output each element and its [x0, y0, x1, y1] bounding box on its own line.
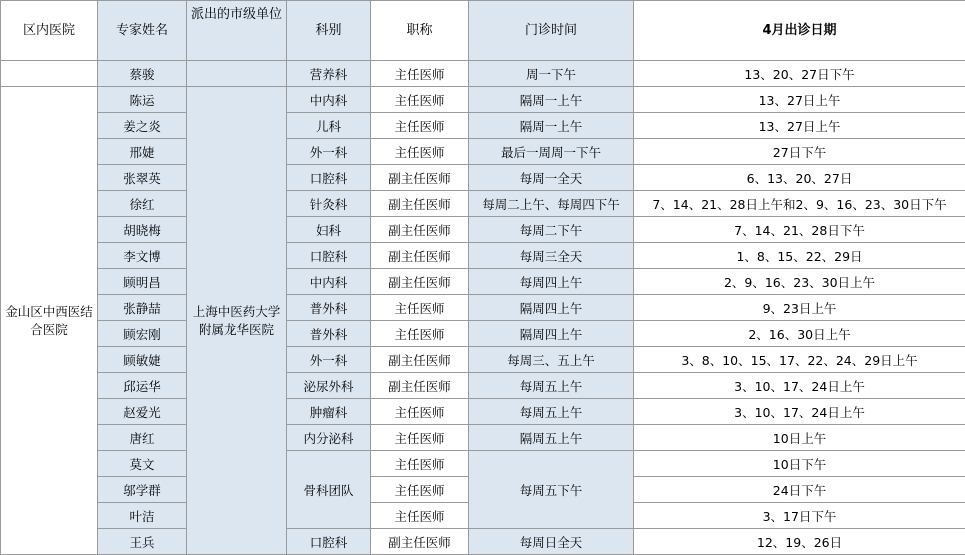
title-cell: 副主任医师 — [371, 529, 469, 555]
time-cell: 最后一周周一下午 — [469, 139, 634, 165]
dates-cell: 2、16、30日上午 — [634, 321, 965, 347]
title-cell: 副主任医师 — [371, 347, 469, 373]
expert-name: 陈运 — [98, 87, 187, 113]
dates-cell: 10日下午 — [634, 451, 965, 477]
dates-cell: 2、9、16、23、30日上午 — [634, 269, 965, 295]
header-time: 门诊时间 — [469, 1, 634, 61]
expert-name: 唐红 — [98, 425, 187, 451]
time-cell: 隔周一上午 — [469, 113, 634, 139]
table-row — [1, 243, 965, 269]
table-row — [1, 347, 965, 373]
table-row — [1, 269, 965, 295]
header-title: 职称 — [371, 1, 469, 61]
table-row — [1, 165, 965, 191]
dept-cell: 普外科 — [287, 321, 371, 347]
dates-cell: 10日上午 — [634, 425, 965, 451]
dept-cell: 外一科 — [287, 347, 371, 373]
time-cell: 每周四上午 — [469, 269, 634, 295]
expert-name: 蔡骏 — [98, 61, 187, 87]
expert-name: 顾敏婕 — [98, 347, 187, 373]
table-row — [1, 191, 965, 217]
expert-name: 邢婕 — [98, 139, 187, 165]
header-unit: 派出的市级单位 — [187, 1, 287, 61]
title-cell: 副主任医师 — [371, 217, 469, 243]
time-cell: 每周二上午、每周四下午 — [469, 191, 634, 217]
expert-name: 张静喆 — [98, 295, 187, 321]
expert-name: 王兵 — [98, 529, 187, 555]
table-row — [1, 451, 965, 477]
dates-cell: 27日下午 — [634, 139, 965, 165]
time-cell: 每周五上午 — [469, 399, 634, 425]
dates-cell: 13、27日上午 — [634, 87, 965, 113]
unit-name-cell: 上海中医药大学附属龙华医院 — [187, 87, 287, 555]
expert-name: 姜之炎 — [98, 113, 187, 139]
expert-name: 顾宏刚 — [98, 321, 187, 347]
header-expert: 专家姓名 — [98, 1, 187, 61]
dept-cell: 针灸科 — [287, 191, 371, 217]
table-row — [1, 425, 965, 451]
hospital-name-cell: 金山区中西医结合医院 — [1, 87, 98, 555]
dept-cell: 肿瘤科 — [287, 399, 371, 425]
header-dates: 4月出诊日期 — [634, 1, 965, 61]
expert-name: 张翠英 — [98, 165, 187, 191]
header-dept: 科别 — [287, 1, 371, 61]
dept-cell: 外一科 — [287, 139, 371, 165]
table-row — [1, 373, 965, 399]
title-cell: 主任医师 — [371, 87, 469, 113]
header-row — [1, 1, 965, 61]
time-cell: 隔周四上午 — [469, 321, 634, 347]
table-row — [1, 295, 965, 321]
dept-cell: 泌尿外科 — [287, 373, 371, 399]
title-cell: 主任医师 — [371, 451, 469, 477]
dates-cell: 6、13、20、27日 — [634, 165, 965, 191]
table-row — [1, 113, 965, 139]
title-cell: 副主任医师 — [371, 243, 469, 269]
time-cell: 每周三全天 — [469, 243, 634, 269]
title-cell: 主任医师 — [371, 321, 469, 347]
time-cell: 每周二下午 — [469, 217, 634, 243]
dept-cell: 内分泌科 — [287, 425, 371, 451]
expert-name: 徐红 — [98, 191, 187, 217]
title-cell: 主任医师 — [371, 61, 469, 87]
dept-cell: 普外科 — [287, 295, 371, 321]
table-row — [1, 139, 965, 165]
title-cell: 主任医师 — [371, 295, 469, 321]
time-cell: 隔周四上午 — [469, 295, 634, 321]
title-cell: 主任医师 — [371, 113, 469, 139]
dates-cell: 13、27日上午 — [634, 113, 965, 139]
time-cell: 周一下午 — [469, 61, 634, 87]
dates-cell: 12、19、26日 — [634, 529, 965, 555]
title-cell: 副主任医师 — [371, 269, 469, 295]
dates-cell: 13、20、27日下午 — [634, 61, 965, 87]
dates-cell: 3、10、17、24日上午 — [634, 399, 965, 425]
expert-name: 叶洁 — [98, 503, 187, 529]
title-cell: 主任医师 — [371, 503, 469, 529]
dept-cell: 骨科团队 — [287, 451, 371, 529]
time-cell: 每周五下午 — [469, 451, 634, 529]
empty-unit-cell — [187, 61, 287, 87]
dept-cell: 中内科 — [287, 87, 371, 113]
dept-cell: 妇科 — [287, 217, 371, 243]
title-cell: 主任医师 — [371, 425, 469, 451]
time-cell: 隔周一上午 — [469, 87, 634, 113]
empty-hospital-cell — [1, 61, 98, 87]
dates-cell: 7、14、21、28日下午 — [634, 217, 965, 243]
expert-name: 胡晓梅 — [98, 217, 187, 243]
title-cell: 副主任医师 — [371, 373, 469, 399]
dept-cell: 口腔科 — [287, 165, 371, 191]
dates-cell: 7、14、21、28日上午和2、9、16、23、30日下午 — [634, 191, 965, 217]
time-cell: 每周三、五上午 — [469, 347, 634, 373]
dept-cell: 中内科 — [287, 269, 371, 295]
dept-cell: 营养科 — [287, 61, 371, 87]
expert-name: 顾明昌 — [98, 269, 187, 295]
table-row — [1, 399, 965, 425]
expert-name: 李文博 — [98, 243, 187, 269]
dates-cell: 24日下午 — [634, 477, 965, 503]
title-cell: 主任医师 — [371, 477, 469, 503]
dates-cell: 1、8、15、22、29日 — [634, 243, 965, 269]
expert-name: 莫文 — [98, 451, 187, 477]
dept-cell: 儿科 — [287, 113, 371, 139]
table-row — [1, 321, 965, 347]
title-cell: 副主任医师 — [371, 191, 469, 217]
dates-cell: 3、17日下午 — [634, 503, 965, 529]
time-cell: 每周五上午 — [469, 373, 634, 399]
time-cell: 每周一全天 — [469, 165, 634, 191]
table-row — [1, 87, 965, 113]
time-cell: 隔周五上午 — [469, 425, 634, 451]
title-cell: 副主任医师 — [371, 165, 469, 191]
dates-cell: 3、8、10、15、17、22、24、29日上午 — [634, 347, 965, 373]
table-row — [1, 217, 965, 243]
title-cell: 主任医师 — [371, 139, 469, 165]
dept-cell: 口腔科 — [287, 243, 371, 269]
dates-cell: 3、10、17、24日上午 — [634, 373, 965, 399]
expert-name: 邬学群 — [98, 477, 187, 503]
table-row — [1, 61, 965, 87]
expert-name: 赵爱光 — [98, 399, 187, 425]
dates-cell: 9、23日上午 — [634, 295, 965, 321]
dept-cell: 口腔科 — [287, 529, 371, 555]
time-cell: 每周日全天 — [469, 529, 634, 555]
header-hospital: 区内医院 — [1, 1, 98, 61]
expert-name: 邱运华 — [98, 373, 187, 399]
title-cell: 主任医师 — [371, 399, 469, 425]
table-row — [1, 529, 965, 555]
